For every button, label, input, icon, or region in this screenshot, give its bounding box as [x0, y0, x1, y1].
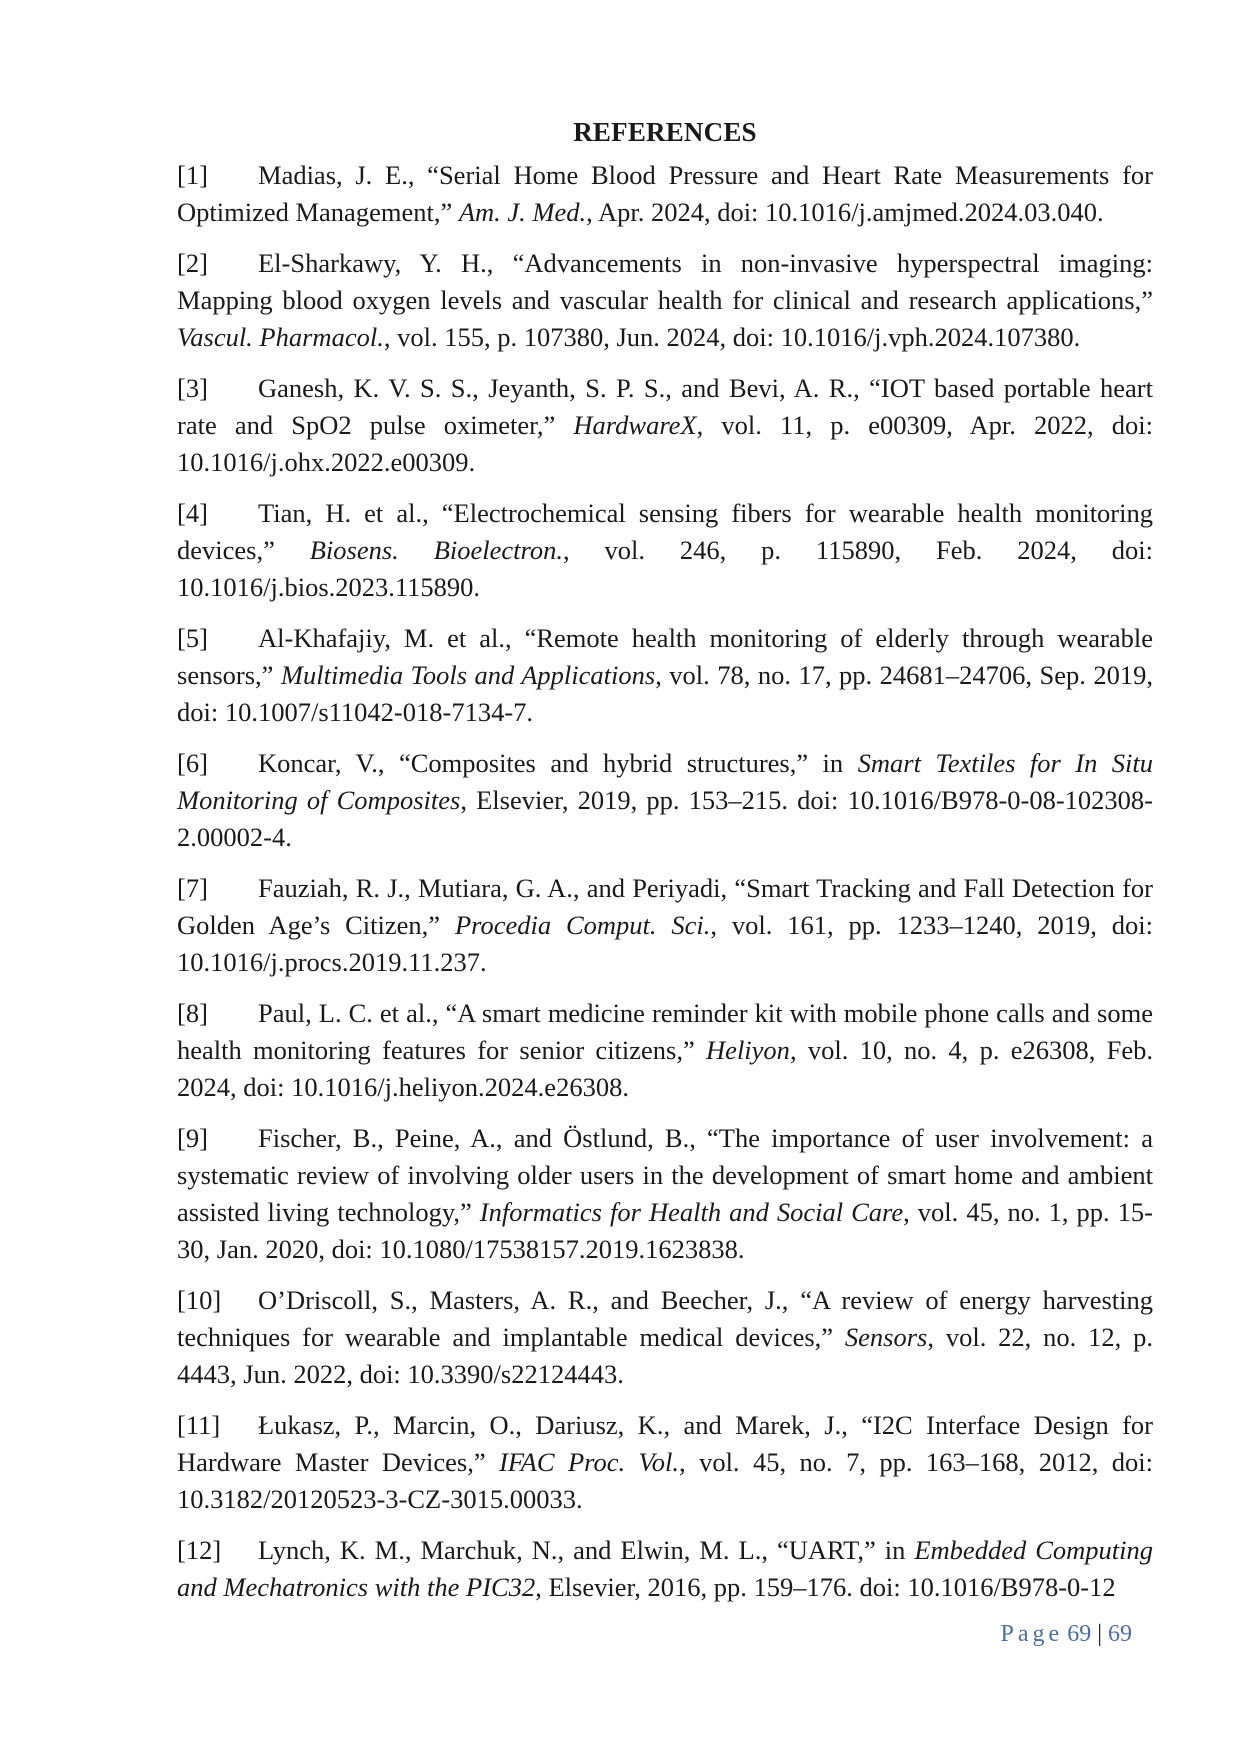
reference-details: , vol. 45, no. 1, pp. 15-30, Jan. 2020, doi: 10.1080/17538157.2019.1623838.: [177, 1197, 1153, 1264]
reference-item: [177, 620, 1153, 731]
reference-text: Łukasz, P., Marcin, O., Dariusz, K., and Marek, J., “I2C Interface Design for Hardware Master Devices,”: [177, 1410, 1153, 1477]
reference-item: [177, 1120, 1153, 1268]
reference-text: Ganesh, K. V. S. S., Jeyanth, S. P. S., and Bevi, A. R., “IOT based portable heart rate and SpO2 pulse oximeter,”: [177, 373, 1153, 440]
reference-number: [11]: [177, 1410, 221, 1440]
reference-item: [177, 157, 1153, 231]
reference-list: [177, 157, 1153, 1606]
reference-text: Fauziah, R. J., Mutiara, G. A., and Periyadi, “Smart Tracking and Fall Detection for Golden Age’s Citizen,”: [177, 873, 1153, 940]
reference-details: , vol. 161, pp. 1233–1240, 2019, doi: 10.1016/j.procs.2019.11.237.: [177, 910, 1154, 977]
reference-text: Tian, H. et al., “Electrochemical sensing fibers for wearable health monitoring devices,”: [177, 498, 1153, 565]
reference-item: [177, 995, 1153, 1106]
reference-text: El-Sharkawy, Y. H., “Advancements in non-invasive hyperspectral imaging: Mapping blood oxygen levels and vascular health for clinical and research applications,”: [177, 248, 1153, 315]
reference-source: HardwareX: [573, 410, 697, 440]
page-footer: [1001, 1618, 1132, 1650]
reference-item: [177, 495, 1153, 606]
reference-number: [9]: [177, 1123, 208, 1153]
reference-source: Smart Textiles for In Situ Monitoring of Composites: [177, 748, 1153, 815]
reference-source: Sensors: [844, 1322, 928, 1352]
reference-number: [8]: [177, 998, 208, 1028]
reference-number: [2]: [177, 248, 208, 278]
page-separator: |: [1097, 1621, 1102, 1647]
reference-source: Procedia Comput. Sci.: [454, 910, 711, 940]
reference-source: IFAC Proc. Vol.: [499, 1447, 680, 1477]
reference-number: [3]: [177, 373, 208, 403]
reference-details: , Apr. 2024, doi: 10.1016/j.amjmed.2024.03.040.: [586, 197, 1104, 227]
reference-number: [5]: [177, 623, 208, 653]
reference-source: Vascul. Pharmacol.: [177, 322, 384, 352]
reference-source: Multimedia Tools and Applications: [280, 660, 656, 690]
reference-item: [177, 1282, 1153, 1393]
reference-number: [10]: [177, 1285, 222, 1315]
reference-source: Am. J. Med.: [458, 197, 587, 227]
reference-number: [4]: [177, 498, 208, 528]
reference-source: Heliyon: [706, 1035, 790, 1065]
reference-text: Lynch, K. M., Marchuk, N., and Elwin, M. L., “UART,” in: [258, 1535, 915, 1565]
reference-source: Biosens. Bioelectron.: [309, 535, 563, 565]
reference-source: Informatics for Health and Social Care: [479, 1197, 904, 1227]
reference-text: Al-Khafajiy, M. et al., “Remote health monitoring of elderly through wearable sensors,”: [177, 623, 1153, 690]
reference-item: [177, 1532, 1153, 1606]
reference-details: , vol. 45, no. 7, pp. 163–168, 2012, doi: 10.3182/20120523-3-CZ-3015.00033.: [177, 1447, 1153, 1514]
reference-number: [1]: [177, 160, 208, 190]
reference-number: [12]: [177, 1535, 222, 1565]
total-page-number: 69: [1108, 1621, 1132, 1647]
reference-number: [7]: [177, 873, 208, 903]
page-label: Page: [1000, 1621, 1064, 1647]
reference-item: [177, 245, 1153, 356]
reference-item: [177, 370, 1153, 481]
reference-details: , Elsevier, 2019, pp. 153–215. doi: 10.1016/B978-0-08-102308-2.00002-4.: [177, 785, 1154, 852]
reference-text: Fischer, B., Peine, A., and Östlund, B., “The importance of user involvement: a systematic review of involving older users in the development of smart home and ambient assisted living technology,”: [177, 1123, 1153, 1227]
references-page: [177, 112, 1153, 1620]
reference-text: Paul, L. C. et al., “A smart medicine reminder kit with mobile phone calls and some health monitoring features for senior citizens,”: [177, 998, 1153, 1065]
references-heading: REFERENCES: [573, 117, 757, 147]
reference-details: , vol. 22, no. 12, p. 4443, Jun. 2022, doi: 10.3390/s22124443.: [177, 1322, 1153, 1389]
current-page-number: 69: [1067, 1621, 1092, 1647]
reference-details: , vol. 10, no. 4, p. e26308, Feb. 2024, doi: 10.1016/j.heliyon.2024.e26308.: [177, 1035, 1154, 1102]
reference-text: O’Driscoll, S., Masters, A. R., and Beecher, J., “A review of energy harvesting techniques for wearable and implantable medical devices,”: [177, 1285, 1153, 1352]
reference-text: Koncar, V., “Composites and hybrid structures,” in: [258, 748, 858, 778]
reference-item: [177, 1407, 1153, 1518]
reference-details: , Elsevier, 2016, pp. 159–176. doi: 10.1016/B978-0-12: [535, 1572, 1116, 1602]
reference-item: [177, 745, 1153, 856]
reference-item: [177, 870, 1153, 981]
reference-details: , vol. 11, p. e00309, Apr. 2022, doi: 10.1016/j.ohx.2022.e00309.: [177, 410, 1153, 477]
reference-details: , vol. 155, p. 107380, Jun. 2024, doi: 10.1016/j.vph.2024.107380.: [383, 322, 1081, 352]
reference-source: Embedded Computing and Mechatronics with the PIC32: [177, 1535, 1154, 1602]
reference-details: , vol. 246, p. 115890, Feb. 2024, doi: 10.1016/j.bios.2023.115890.: [177, 535, 1153, 602]
reference-number: [6]: [177, 748, 208, 778]
reference-text: Madias, J. E., “Serial Home Blood Pressure and Heart Rate Measurements for Optimized Management,”: [177, 160, 1153, 227]
reference-details: , vol. 78, no. 17, pp. 24681–24706, Sep. 2019, doi: 10.1007/s11042-018-7134-7.: [177, 660, 1153, 727]
